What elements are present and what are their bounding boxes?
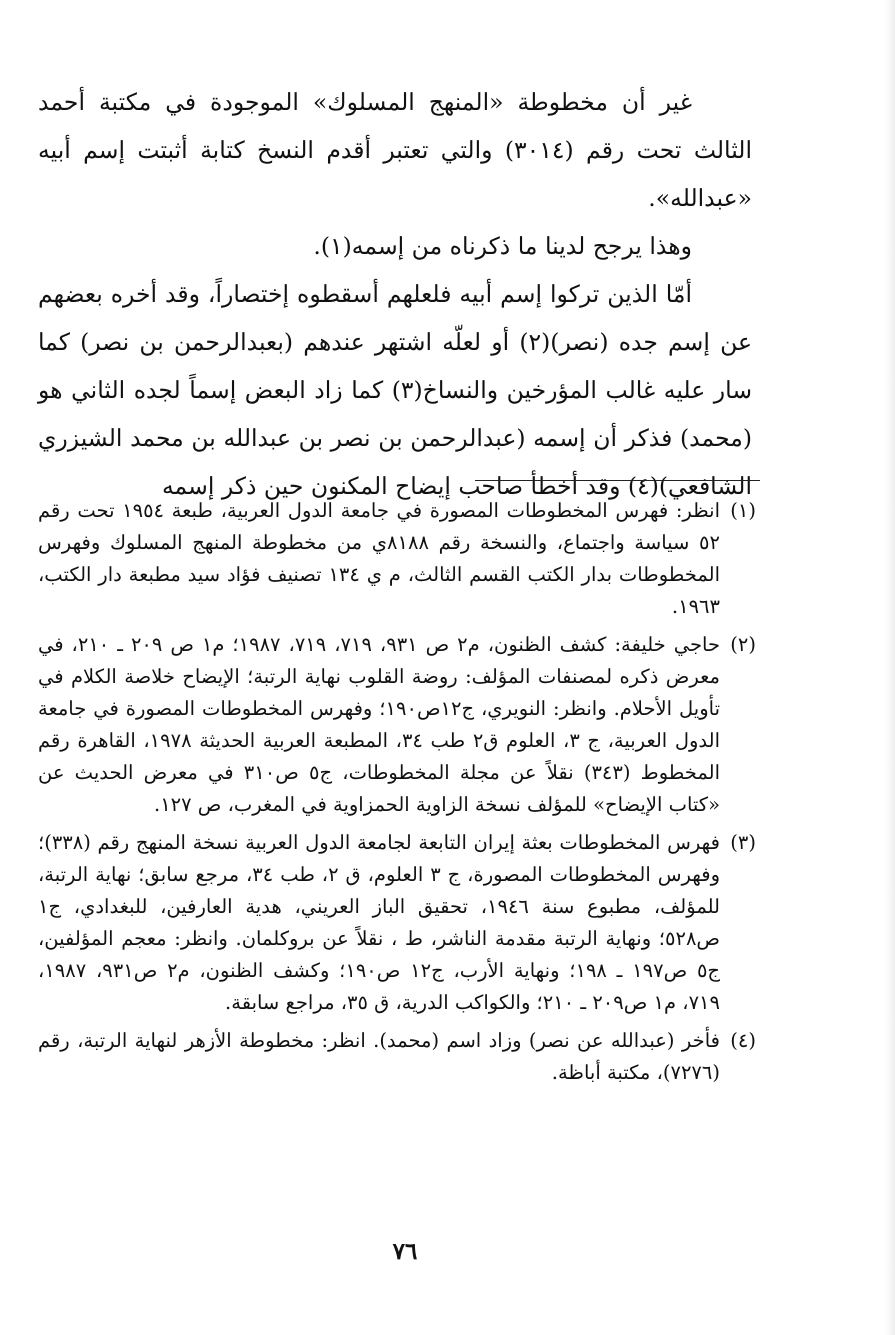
main-paragraph-3: أمّا الذين تركوا إسم أبيه فلعلهم أسقطوه إختصاراً، وقد أخره بعضهم عن إسم جده (نصر)(٢) أو لعلّه اشتهر عندهم (بعبدالرحمن بن نصر) كما سار عليه غالب المؤرخين والنساخ(٣) كما زاد البعض إسماً لجده الثاني هو (محمد) فذكر أن إسمه (عبدالرحمن بن نصر بن عبدالله بن محمد الشيزري الشافعي)(٤) وقد أخطأ صاحب إيضاح المكنون حين ذكر إسمه (38, 280, 753, 500)
main-paragraph-1: غير أن مخطوطة «المنهج المسلوك» الموجودة في مكتبة أحمد الثالث تحت رقم (٣٠١٤) والتي تعتبر أقدم النسخ كتابة أثبتت إسم أبيه «عبدالله». (38, 88, 752, 212)
footnote-number: (٢) (730, 633, 756, 656)
footnote-1 (38, 495, 756, 623)
footnote-text: فهرس المخطوطات بعثة إيران التابعة لجامعة الدول العربية نسخة المنهج رقم (٣٣٨)؛ وفهرس المخطوطات المصورة، ج ٣ العلوم، ق ٢، طب ٣٤، مرجع سابق؛ نهاية الرتبة، للمؤلف، مطبوع سنة ١٩٤٦، تحقيق الباز العريني، هدية العارفين، للبغدادي، ج١ ص٥٢٨؛ ونهاية الرتبة مقدمة الناشر، ط ، نقلاً عن بروكلمان. وانظر: معجم المؤلفين، ج٥ ص١٩٧ ـ ١٩٨؛ ونهاية الأرب، ج١٢ ص١٩٠؛ وكشف الظنون، م٢ ص٩٣١، ١٩٨٧، ٧١٩، م١ ص٢٠٩ ـ ٢١٠؛ والكواكب الدرية، ق ٣٥، مراجع سابقة. (38, 831, 721, 1014)
main-text-body (38, 78, 752, 510)
footnote-text: حاجي خليفة: كشف الظنون، م٢ ص ٩٣١، ٧١٩، ٧١٩، ١٩٨٧؛ م١ ص ٢٠٩ ـ ٢١٠، في معرض ذكره لمصنفات المؤلف: روضة القلوب نهاية الرتبة؛ الإيضاح خلاصة الكلام في تأويل الأحلام. وانظر: النويري، ج١٢ص١٩٠؛ وفهرس المخطوطات المصورة في جامعة الدول العربية، ج ٣، العلوم ق٢ طب ٣٤، المطبعة العربية الحديثة ١٩٧٨، القاهرة رقم المخطوط (٣٤٣) نقلاً عن مجلة المخطوطات، ج٥ ص٣١٠ في معرض الحديث عن «كتاب الإيضاح» للمؤلف نسخة الزاوية الحمزاوية في المغرب، ص ١٢٧. (38, 633, 721, 816)
footnote-separator-line (475, 480, 760, 481)
footnote-text: انظر: فهرس المخطوطات المصورة في جامعة الدول العربية، طبعة ١٩٥٤ تحت رقم ٥٢ سياسة واجتماع، والنسخة رقم ٨١٨٨ي من مخطوطة المنهج المسلوك وفهرس المخطوطات بدار الكتب القسم الثالث، م ي ١٣٤ تصنيف فؤاد سيد مطبعة دار الكتب، ١٩٦٣. (38, 499, 720, 618)
page-number: ٧٦ (392, 1238, 418, 1265)
footnote-2 (38, 629, 756, 821)
scan-edge-shadow (885, 0, 895, 1335)
footnote-number: (١) (730, 499, 756, 522)
footnotes-section (38, 495, 756, 1095)
footnote-4 (38, 1025, 756, 1089)
footnote-number: (٤) (730, 1029, 756, 1052)
footnote-3 (38, 827, 756, 1019)
main-paragraph-2: وهذا يرجح لدينا ما ذكرناه من إسمه(١). (313, 232, 692, 260)
footnote-text: فأخر (عبدالله عن نصر) وزاد اسم (محمد). انظر: مخطوطة الأزهر لنهاية الرتبة، رقم (٧٢٧٦)، مكتبة أباظة. (38, 1029, 720, 1084)
footnote-number: (٣) (730, 831, 756, 854)
